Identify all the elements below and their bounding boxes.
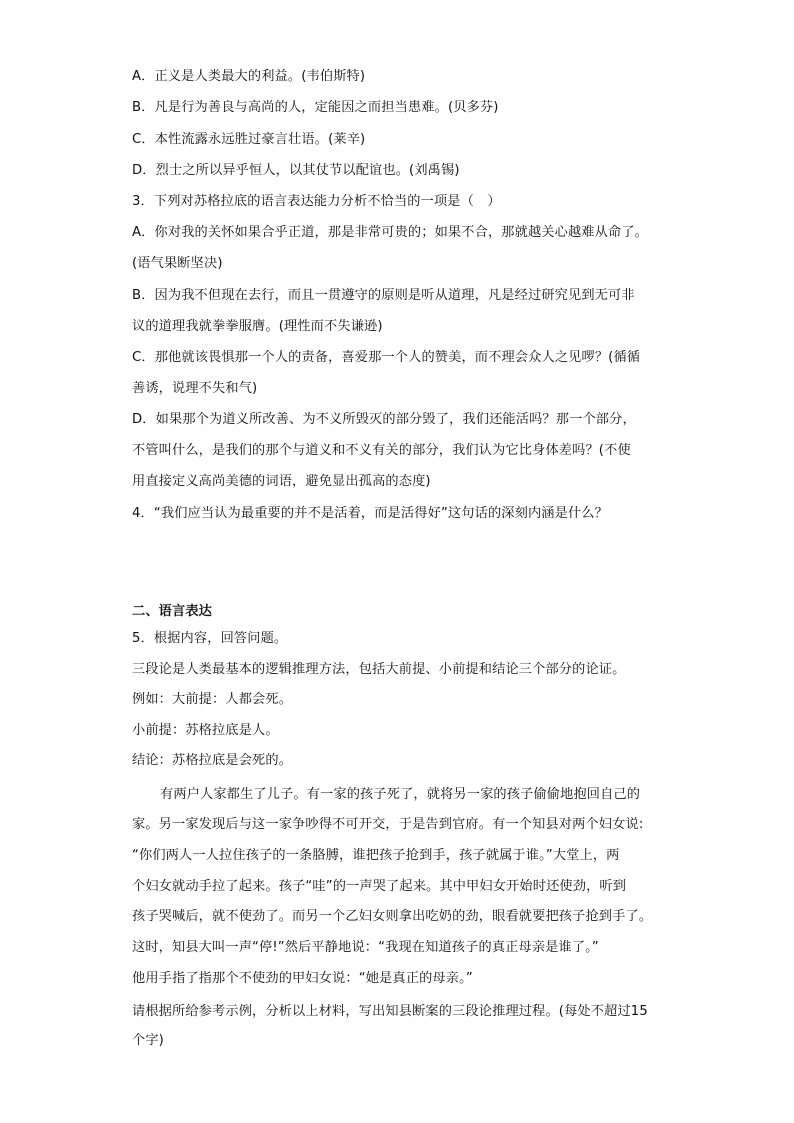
story-line: 有两户人家都生了儿子。有一家的孩子死了，就将另一家的孩子偷偷地抱回自己的	[160, 787, 641, 802]
q3-stem: 3．下列对苏格拉底的语言表达能力分析不恰当的一项是（ ）	[132, 194, 501, 209]
q2-option-b: B．凡是行为善良与高尚的人，定能因之而担当患难。(贝多芬)	[132, 100, 499, 115]
q2-option-c: C．本性流露永远胜过豪言壮语。(莱辛)	[132, 132, 366, 147]
section-heading: 二、语言表达	[132, 604, 213, 619]
q3-option-line: 议的道理我就拳拳服膺。(理性而不失谦逊)	[132, 319, 383, 334]
q3-option-line: 用直接定义高尚美德的词语，避免显出孤高的态度)	[132, 474, 431, 489]
q3-option-line: 善诱，说理不失和气)	[132, 381, 258, 396]
example-minor-premise: 小前提：苏格拉底是人。	[132, 723, 279, 738]
task-instruction: 个字)	[132, 1033, 164, 1048]
q3-option-line: A．你对我的关怀如果合乎正道，那是非常可贵的；如果不合，那就越关心越难从命了。	[132, 225, 648, 240]
syllogism-intro: 三段论是人类最基本的逻辑推理方法，包括大前提、小前提和结论三个部分的论证。	[132, 662, 626, 677]
q3-option-line: B．因为我不但现在去行，而且一贯遵守的原则是听从道理，凡是经过研究见到无可非	[132, 288, 635, 303]
q2-option-d: D．烈士之所以异乎恒人，以其仗节以配谊也。(刘禹锡)	[132, 163, 460, 178]
task-instruction: 请根据所给参考示例，分析以上材料，写出知县断案的三段论推理过程。(每处不超过15	[132, 1004, 648, 1019]
q3-option-line: D．如果那个为道义所改善、为不义所毁灭的部分毁了，我们还能活吗？那一个部分，	[132, 412, 636, 427]
story-line: 个妇女就动手拉了起来。孩子“哇”的一声哭了起来。其中甲妇女开始时还使劲，听到	[132, 879, 627, 894]
example-major-premise: 例如：大前提：人都会死。	[132, 692, 293, 707]
example-conclusion: 结论：苏格拉底是会死的。	[132, 753, 293, 768]
story-line: 孩子哭喊后，就不使劲了。而另一个乙妇女则拿出吃奶的劲，眼看就要把孩子抢到手了。	[132, 909, 653, 924]
q3-option-line: (语气果断坚决)	[132, 256, 223, 271]
q3-option-line: C．那他就该畏惧那一个人的责备，喜爱那一个人的赞美，而不理会众人之见啰？(循循	[132, 350, 641, 365]
story-line: “你们两人一人拉住孩子的一条胳膊，谁把孩子抢到手，孩子就属于谁。”大堂上，两	[132, 848, 620, 863]
q3-option-line: 不管叫什么，是我们的那个与道义和不义有关的部分，我们认为它比身体差吗？(不使	[132, 443, 631, 458]
story-line: 这时，知县大叫一声“停!”然后平静地说：“我现在知道孩子的真正母亲是谁了。”	[132, 940, 599, 955]
story-line: 他用手指了指那个不使劲的甲妇女说：“她是真正的母亲。”	[132, 971, 473, 986]
q2-option-a: A．正义是人类最大的利益。(韦伯斯特)	[132, 69, 366, 84]
q4-stem: 4．“我们应当认为最重要的并不是活着，而是活得好”这句话的深刻内涵是什么？	[132, 506, 608, 521]
story-line: 家。另一家发现后与这一家争吵得不可开交，于是告到官府。有一个知县对两个妇女说:	[132, 817, 644, 832]
q5-stem: 5．根据内容，回答问题。	[132, 631, 288, 646]
